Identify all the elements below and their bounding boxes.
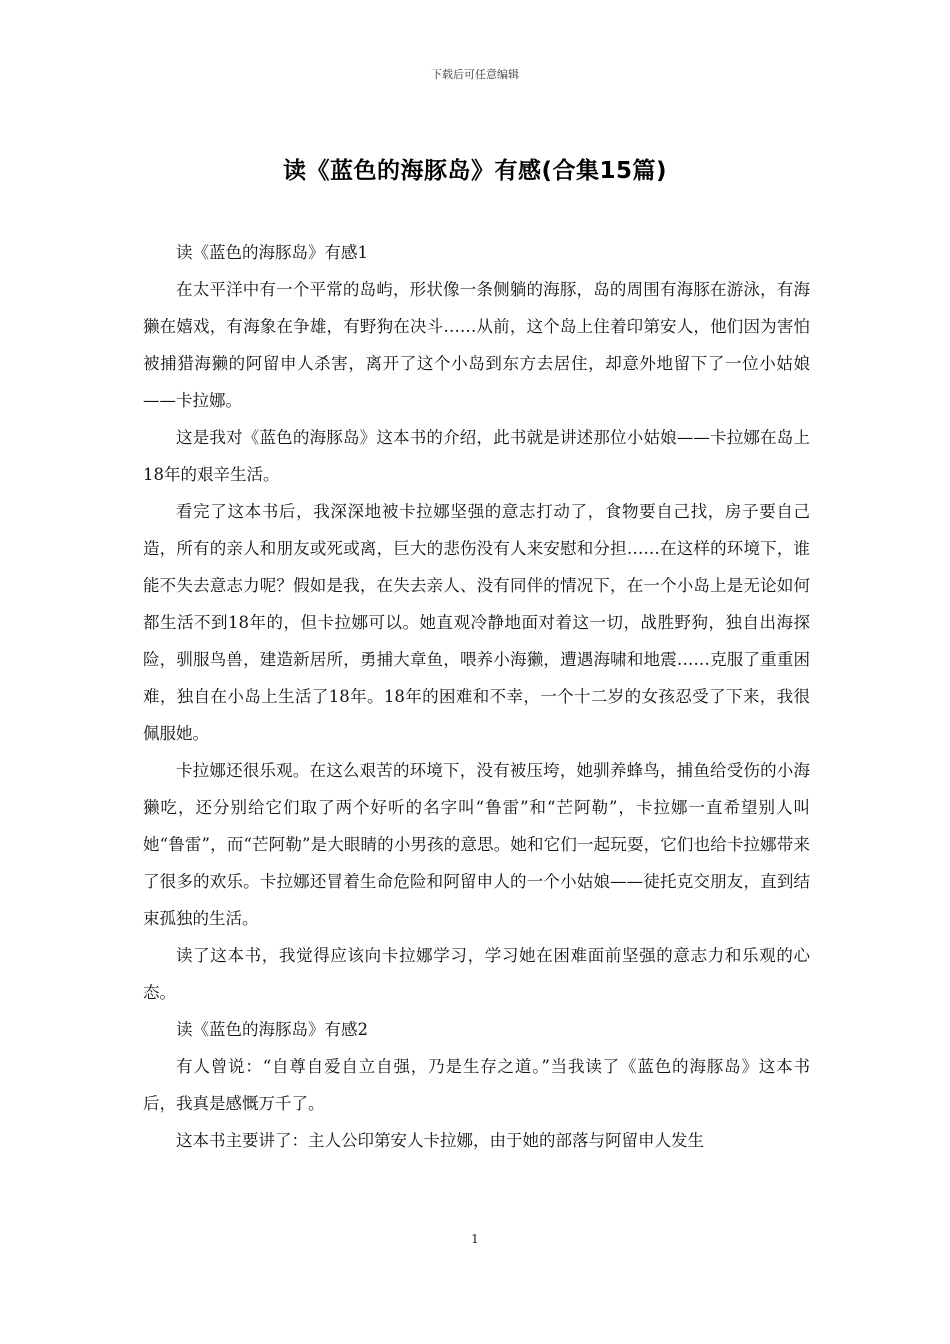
- header-note: 下载后可任意编辑: [431, 68, 519, 81]
- paragraph: 这本书主要讲了：主人公印第安人卡拉娜，由于她的部落与阿留申人发生: [176, 1131, 704, 1150]
- paragraph: 有人曾说：“自尊自爱自立自强，乃是生存之道。”当我读了《蓝色的海豚岛》这本书后，我真是感慨万千了。: [143, 1057, 810, 1113]
- document-body: [143, 234, 810, 1159]
- paragraph: 卡拉娜还很乐观。在这么艰苦的环境下，没有被压垮，她驯养蜂鸟，捕鱼给受伤的小海獭吃，还分别给它们取了两个好听的名字叫“鲁雷”和“芒阿勒”，卡拉娜一直希望别人叫她“鲁雷”，而“芒阿勒”是大眼睛的小男孩的意思。她和它们一起玩耍，它们也给卡拉娜带来了很多的欢乐。卡拉娜还冒着生命危险和阿留申人的一个小姑娘——徒托克交朋友，直到结束孤独的生活。: [143, 761, 810, 928]
- paragraph: 看完了这本书后，我深深地被卡拉娜坚强的意志打动了，食物要自己找，房子要自己造，所有的亲人和朋友或死或离，巨大的悲伤没有人来安慰和分担……在这样的环境下，谁能不失去意志力呢？假如是我，在失去亲人、没有同伴的情况下，在一个小岛上是无论如何都生活不到18年的，但卡拉娜可以。她直观冷静地面对着这一切，战胜野狗，独自出海探险，驯服鸟兽，建造新居所，勇捕大章鱼，喂养小海獭，遭遇海啸和地震……克服了重重困难，独自在小岛上生活了18年。18年的困难和不幸，一个十二岁的女孩忍受了下来，我很佩服她。: [143, 502, 810, 743]
- page-number: 1: [471, 1232, 479, 1246]
- paragraph: 这是我对《蓝色的海豚岛》这本书的介绍，此书就是讲述那位小姑娘——卡拉娜在岛上18年的艰辛生活。: [143, 428, 810, 484]
- paragraph: 读了这本书，我觉得应该向卡拉娜学习，学习她在困难面前坚强的意志力和乐观的心态。: [143, 946, 810, 1002]
- document-title: 读《蓝色的海豚岛》有感(合集15篇): [282, 158, 668, 184]
- paragraph: 在太平洋中有一个平常的岛屿，形状像一条侧躺的海豚，岛的周围有海豚在游泳，有海獭在嬉戏，有海象在争雄，有野狗在决斗……从前，这个岛上住着印第安人，他们因为害怕被捕猎海獭的阿留申人杀害，离开了这个小岛到东方去居住，却意外地留下了一位小姑娘——卡拉娜。: [143, 280, 810, 410]
- section-heading-1: 读《蓝色的海豚岛》有感1: [176, 243, 368, 262]
- section-heading-2: 读《蓝色的海豚岛》有感2: [176, 1020, 368, 1039]
